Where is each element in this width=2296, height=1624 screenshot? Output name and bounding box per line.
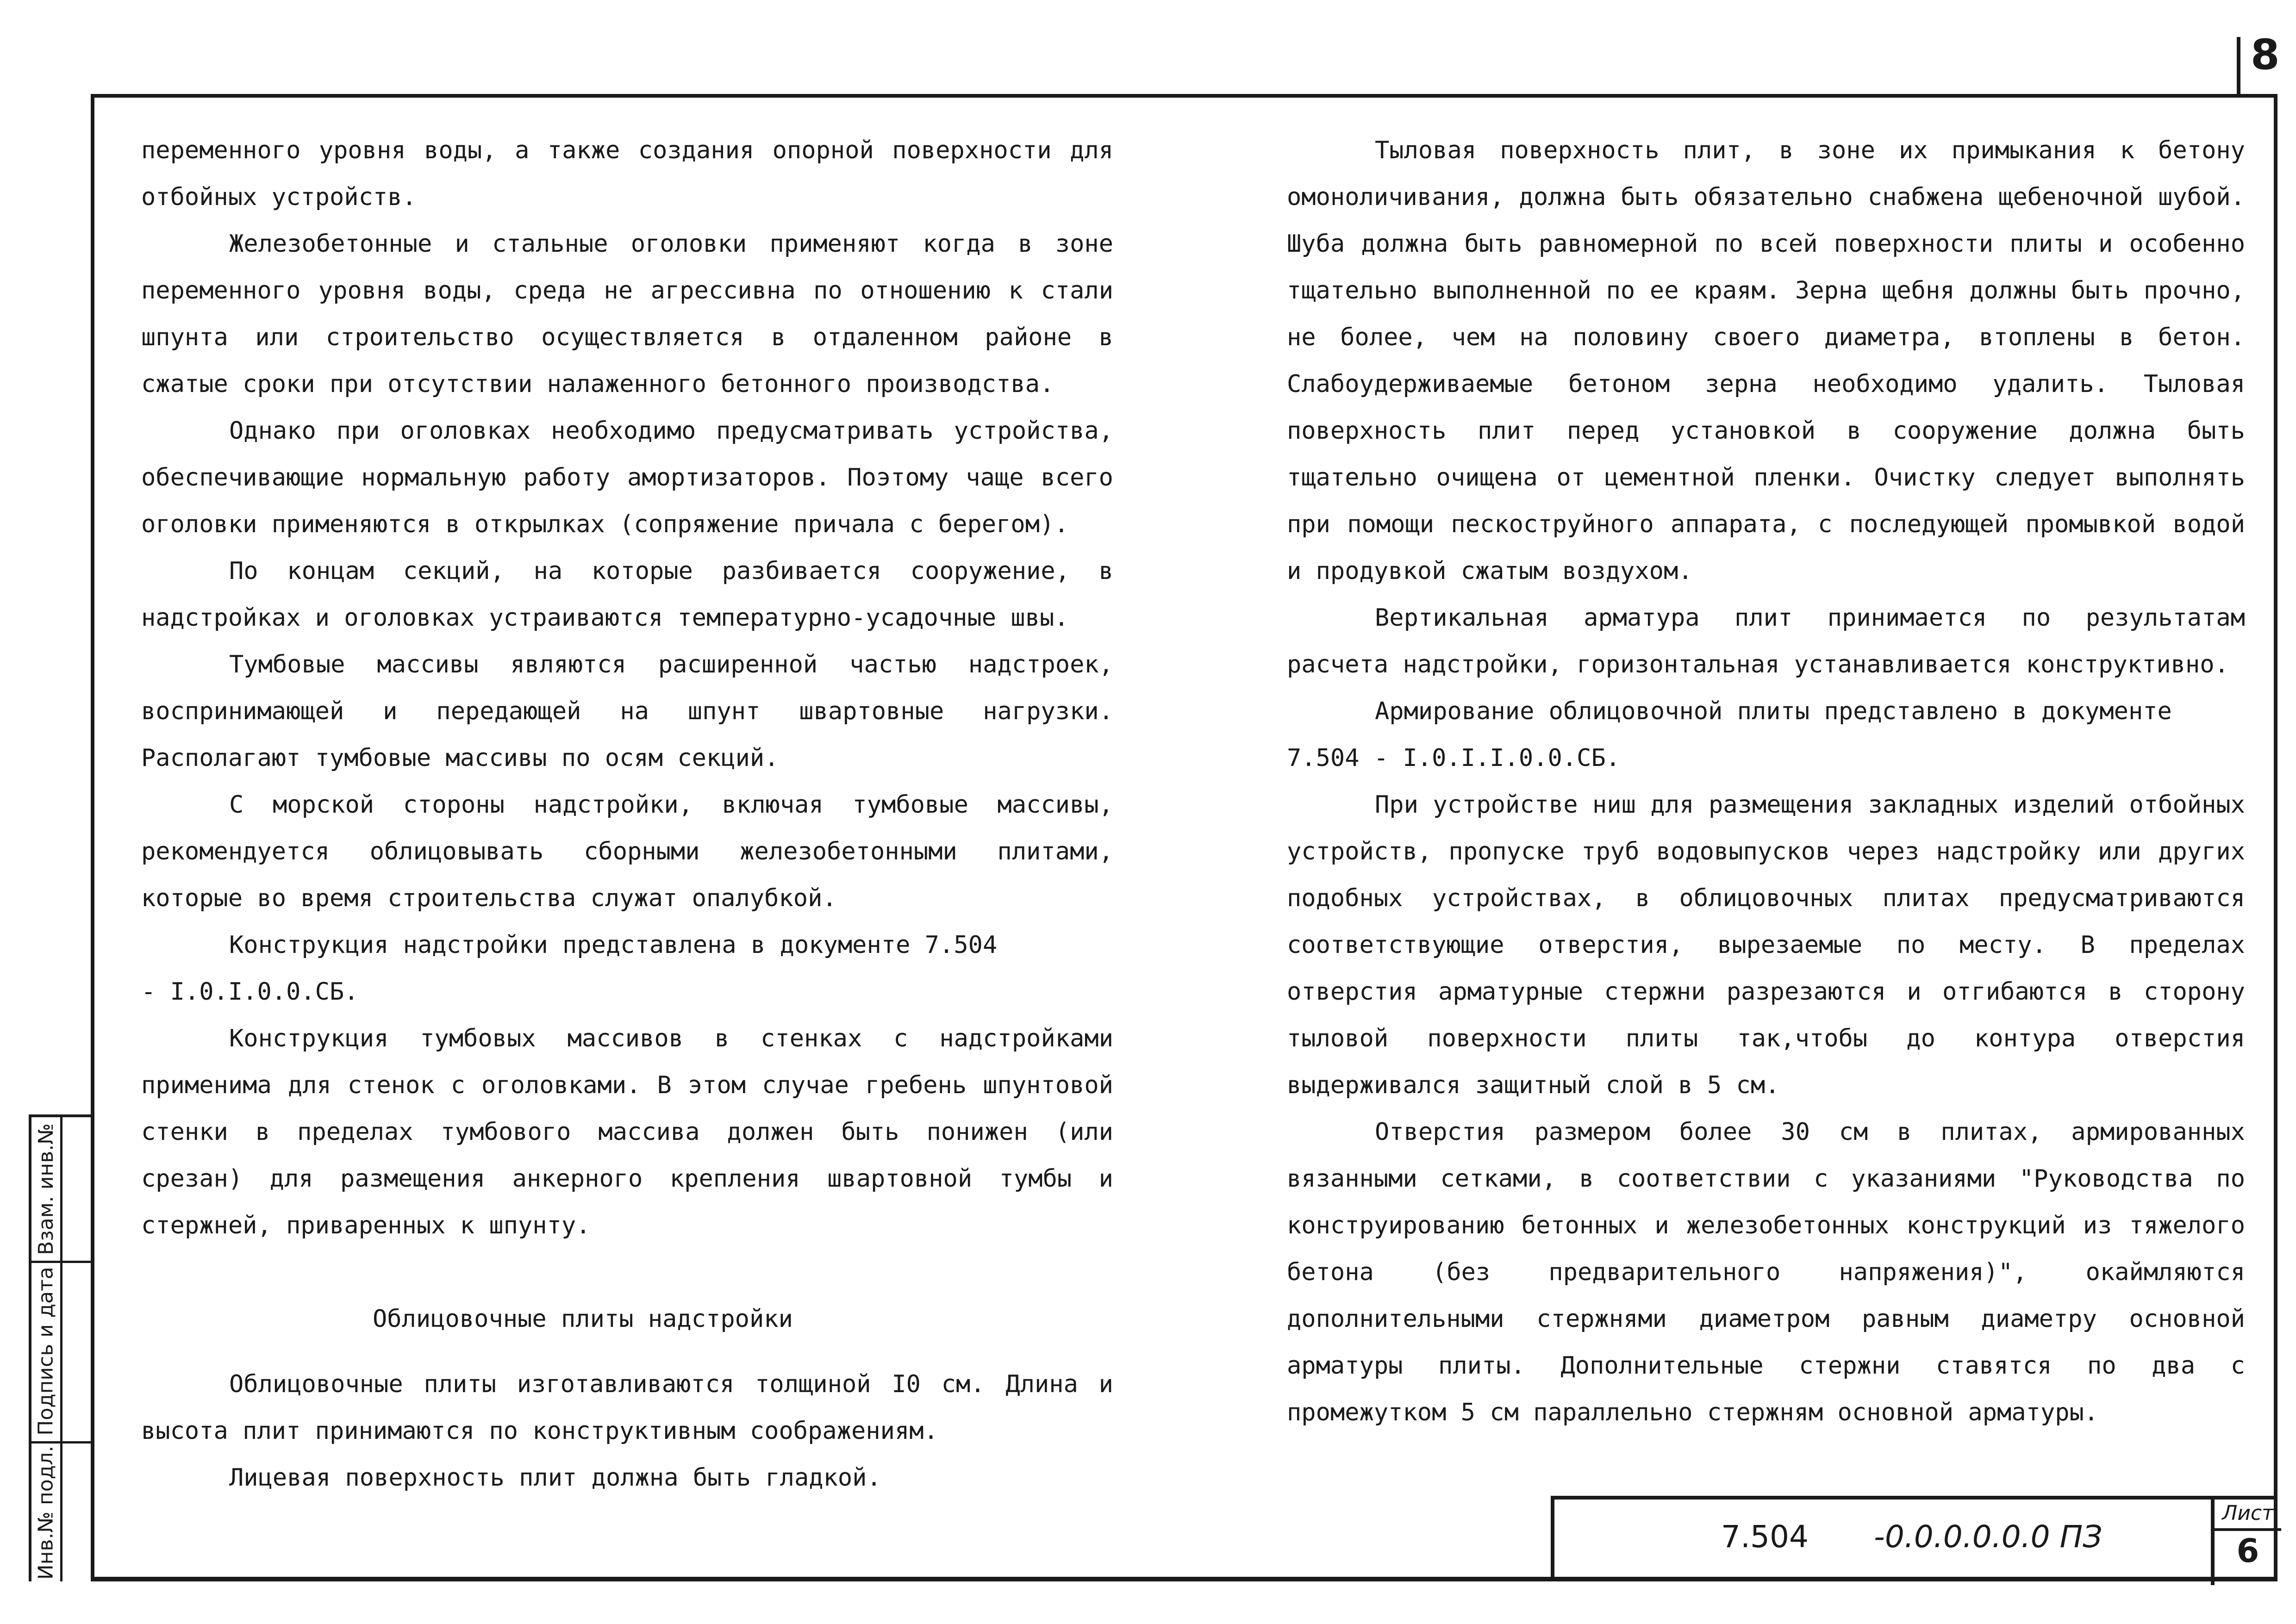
stamp-label-replacement: Взам. инв.№ — [34, 1123, 58, 1255]
section-heading: Облицовочные плиты надстройки — [373, 1305, 793, 1333]
top-right-marker-line — [2237, 37, 2240, 94]
title-block — [1551, 1496, 2277, 1581]
paragraph: Отверстия размером более 30 см в плитах, армированных вязанными сетками, в соответствии с указаниями "Руководства по конструированию бетонных и железобетонных конструкций из тяжелого бетона (без предварительного напряжения)", окаймляются дополнительными стержнями диаметром равным диаметру основной арматуры плиты. Дополнительные стержни ставятся по два с промежутком 5 см параллельно стержням основной арматуры. — [1287, 1118, 2245, 1426]
paragraph: При устройстве ниш для размещения закладных изделий отбойных устройств, пропуске труб водовыпусков через надстройку или других подобных устройствах, в облицовочных плитах предусматриваются соответствующие отверстия, вырезаемые по месту. В пределах отверстия арматурные стержни разрезаются и отгибаются в сторону тыловой поверхности плиты так,чтобы до контура отверстия выдерживался защитный слой в 5 см. — [1287, 791, 2245, 1099]
paragraph: С морской стороны надстройки, включая тумбовые массивы, рекомендуется облицовывать сборными железобетонными плитами, которые во время строительства служат опалубкой. — [141, 791, 1113, 912]
document-reference-line: Армирование облицовочной плиты представлено в документе — [1375, 697, 2172, 725]
document-reference-code: - I.0.I.0.0.СБ. — [141, 978, 359, 1006]
paragraph: Однако при оголовках необходимо предусматривать устройства, обеспечивающие нормальную работу амортизаторов. Поэтому чаще всего оголовки применяются в открылках (сопряжение причала с берегом). — [141, 417, 1113, 538]
side-approval-stamp — [29, 1114, 91, 1581]
paragraph: переменного уровня воды, а также создания опорной поверхности для отбойных устройств. — [141, 137, 1113, 211]
sheet-cell — [2211, 1500, 2281, 1585]
document-reference-code: 7.504 - I.0.I.I.0.0.СБ. — [1287, 744, 1621, 772]
title-block-document: -0.0.0.0.0.0 ПЗ — [1874, 1519, 2103, 1555]
paragraph: Лицевая поверхность плит должна быть гладкой. — [229, 1464, 881, 1492]
right-text-column — [1287, 127, 2245, 1436]
paragraph: Тыловая поверхность плит, в зоне их примыкания к бетону омоноличивания, должна быть обязательно снабжена щебеночной шубой. Шуба должна быть равномерной по всей поверхности плиты и особенно тщательно выполненной по ее краям. Зерна щебня должны быть прочно, не более, чем на половину своего диаметра, втоплены в бетон. Слабоудерживаемые бетоном зерна необходимо удалить. Тыловая поверхность плит перед установкой в сооружение должна быть тщательно очищена от цементной пленки. Очистку следует выполнять при помощи пескоструйного аппарата, с последующей промывкой водой и продувкой сжатым воздухом. — [1287, 137, 2245, 585]
corner-page-number: 8 — [2251, 31, 2280, 79]
sheet-label: Лист — [2215, 1500, 2281, 1531]
stamp-label-signature: Подпись и дата — [34, 1266, 58, 1436]
paragraph: По концам секций, на которые разбивается сооружение, в надстройках и оголовках устраиваются температурно-усадочные швы. — [141, 557, 1113, 632]
left-text-column — [141, 127, 1113, 1501]
stamp-label-inventory: Инв.№ подл. — [34, 1445, 58, 1580]
title-block-code: 7.504 — [1721, 1519, 1809, 1555]
paragraph: Тумбовые массивы являются расширенной частью надстроек, воспринимающей и передающей на шпунт швартовные нагрузки. Располагают тумбовые массивы по осям секций. — [141, 651, 1113, 772]
document-reference-line: Конструкция надстройки представлена в документе 7.504 — [229, 931, 998, 959]
stamp-divider — [60, 1117, 62, 1581]
paragraph: Вертикальная арматура плит принимается по результатам расчета надстройки, горизонтальная устанавливается конструктивно. — [1287, 604, 2245, 678]
paragraph: Конструкция тумбовых массивов в стенках с надстройками применима для стенок с оголовками. В этом случае гребень шпунтовой стенки в пределах тумбового массива должен быть понижен (или срезан) для размещения анкерного крепления швартовной тумбы и стержней, приваренных к шпунту. — [141, 1025, 1113, 1239]
paragraph: Облицовочные плиты изготавливаются толщиной I0 см. Длина и высота плит принимаются по конструктивным соображениям. — [141, 1370, 1113, 1445]
sheet-number: 6 — [2236, 1532, 2259, 1570]
paragraph: Железобетонные и стальные оголовки применяют когда в зоне переменного уровня воды, среда не агрессивна по отношению к стали шпунта или строительство осуществляется в отдаленном районе в сжатые сроки при отсутствии налаженного бетонного производства. — [141, 230, 1113, 398]
